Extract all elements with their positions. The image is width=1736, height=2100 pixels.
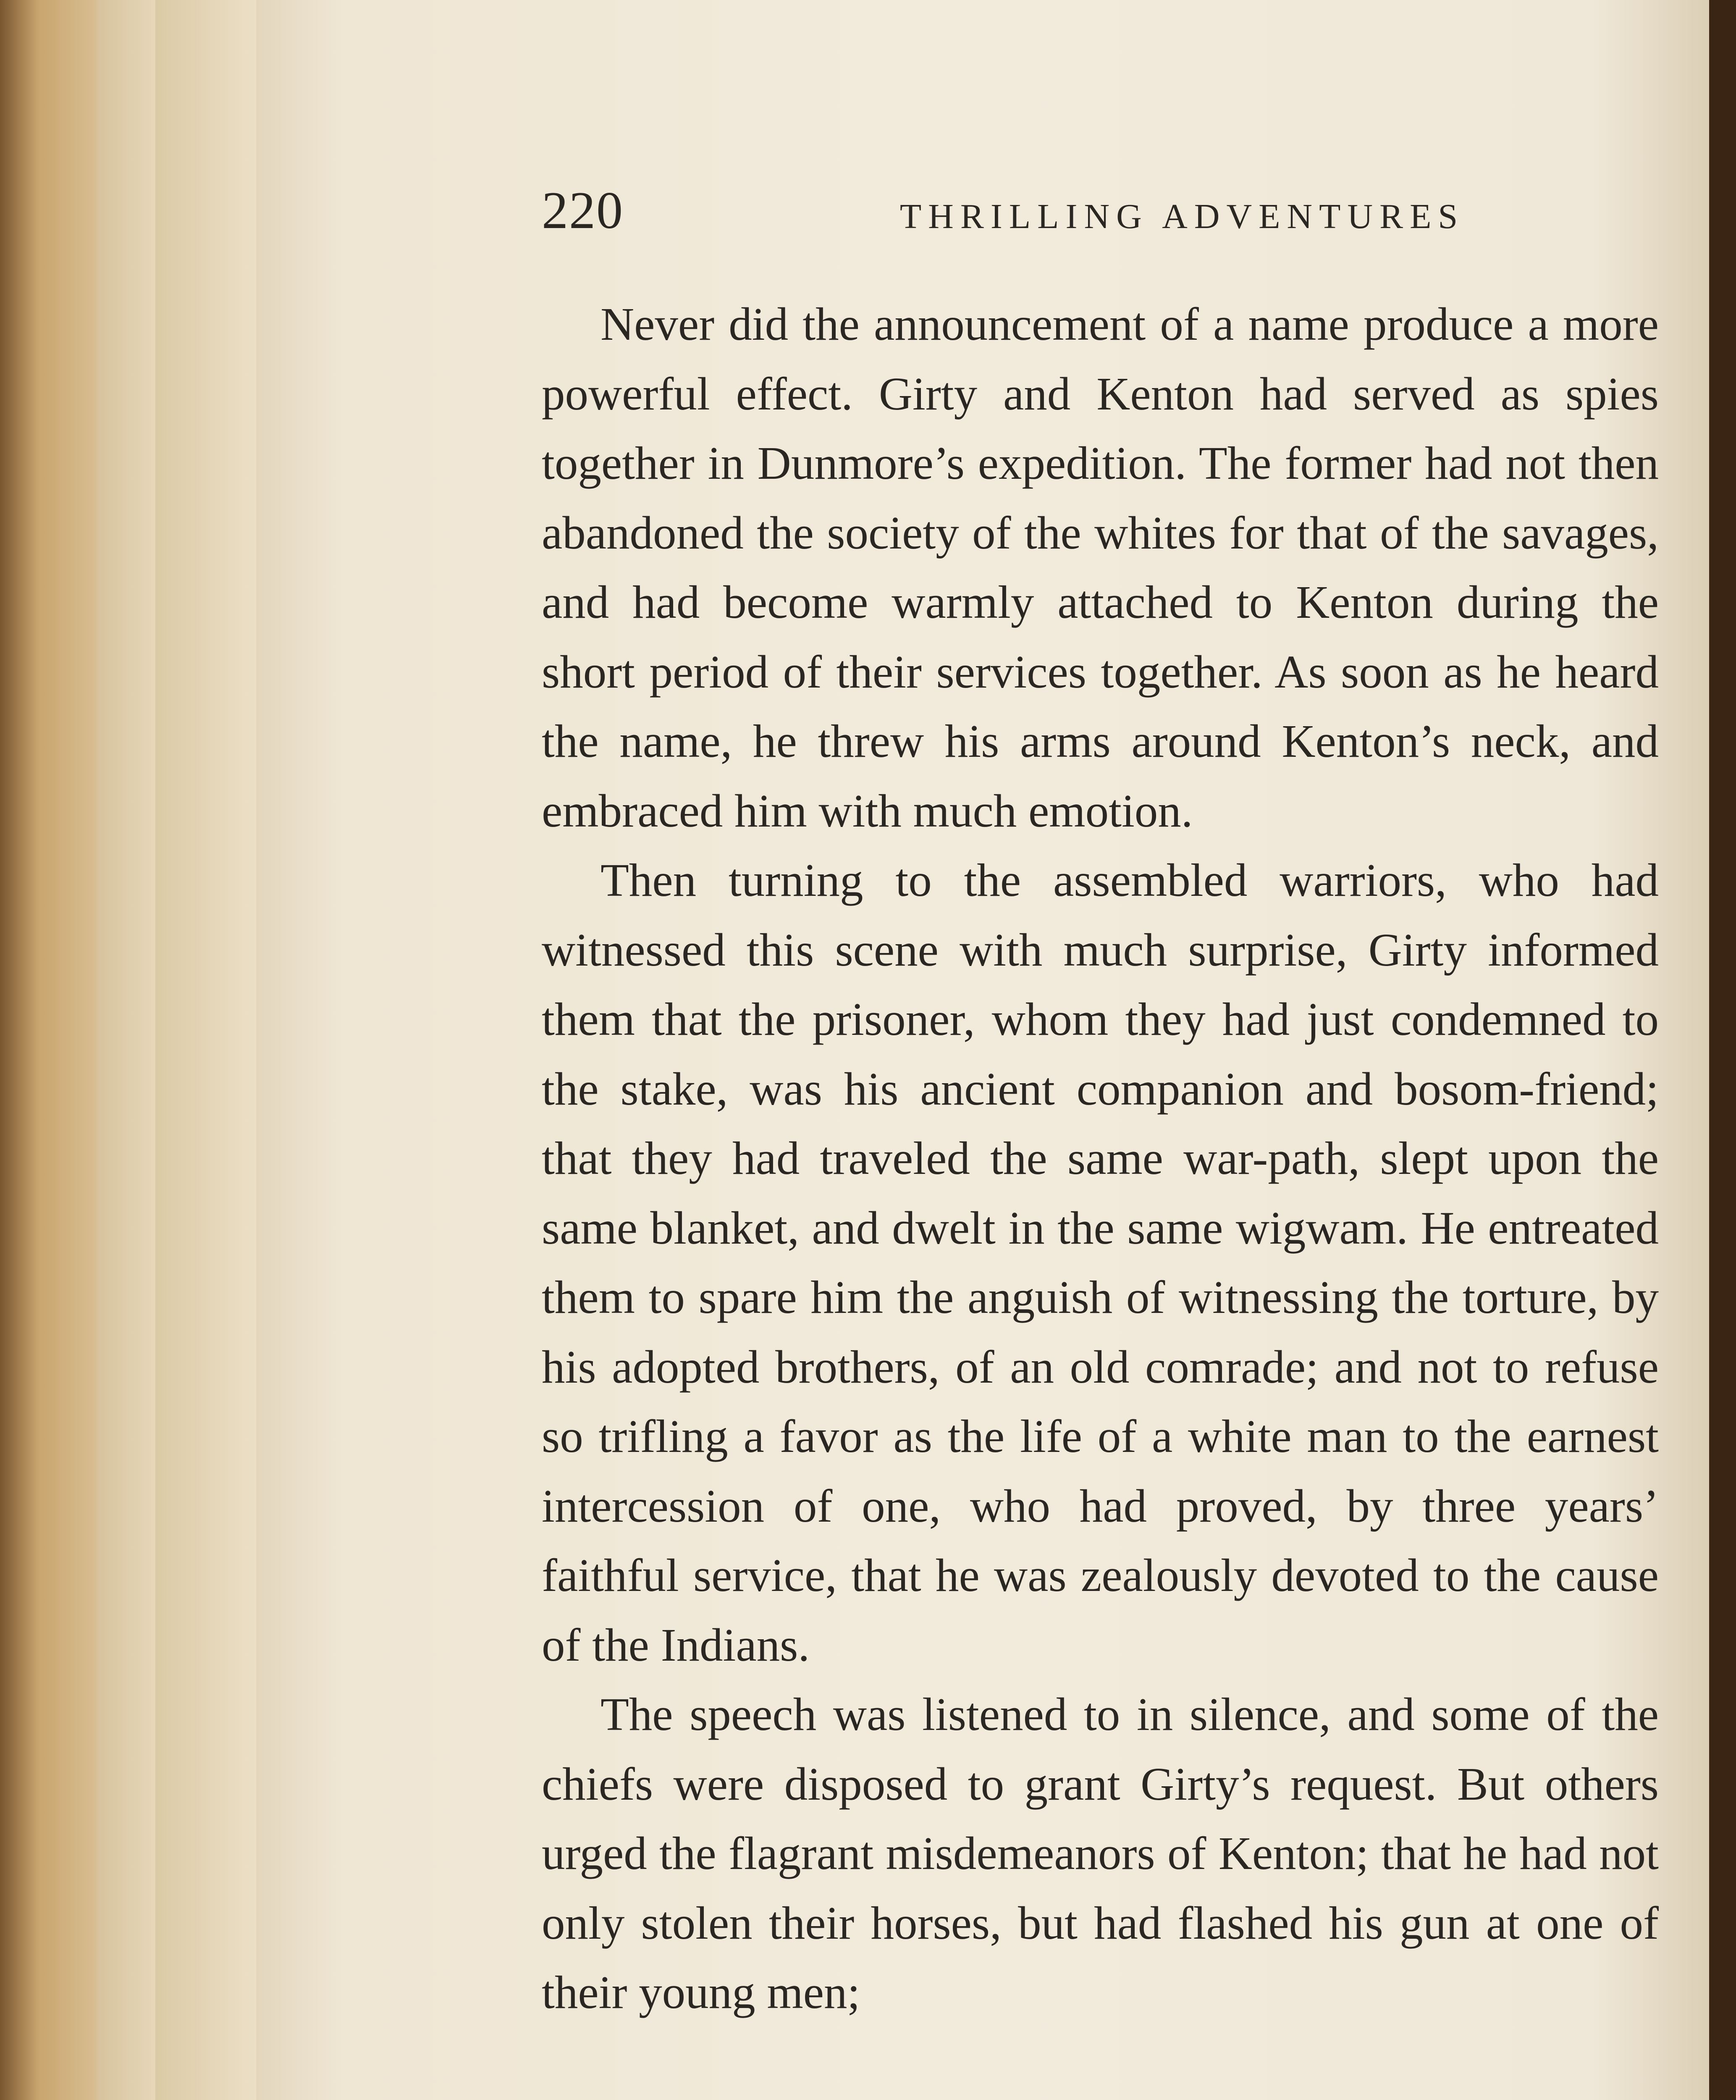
paragraph: The speech was listened to in silence, and some of the chiefs were disposed to grant Girty’s request. But others urged the flagrant misdemeanors of Kenton; that he had not only stolen their horses, but had flashed his gun at one of their young men; bbox=[542, 1689, 1659, 2019]
running-head: THRILLING ADVENTURES bbox=[899, 197, 1465, 236]
paragraph: Then turning to the assembled warriors, who had witnessed this scene with much surprise, Girty informed them that the prisoner, whom they had just condemned to the stake, was his ancient companion and bosom-friend; that they had traveled the same war-path, slept upon the same blanket, and dwelt in the same wigwam. He entreated them to spare him the anguish of witnessing the torture, by his adopted brothers, of an old comrade; and not to refuse so trifling a favor as the life of a white man to the earnest intercession of one, who had proved, by three years’ faithful service, that he was zealously devoted to the cause of the Indians. bbox=[542, 855, 1659, 1671]
page-edges bbox=[155, 0, 259, 2100]
page-header bbox=[542, 181, 1650, 256]
page-edges bbox=[0, 0, 99, 2100]
book-page bbox=[256, 0, 1709, 2100]
paragraph: Never did the announcement of a name produce a more powerful effect. Girty and Kenton had served as spies together in Dunmore’s expedition. The former had not then abandoned the society of the whites for that of the savages, and had become warmly attached to Kenton during the short period of their services together. As soon as he heard the name, he threw his arms around Kenton’s neck, and embraced him with much emotion. bbox=[542, 299, 1659, 837]
page-number: 220 bbox=[542, 181, 624, 240]
body-text bbox=[542, 290, 1659, 2028]
page-edges bbox=[97, 0, 158, 2100]
